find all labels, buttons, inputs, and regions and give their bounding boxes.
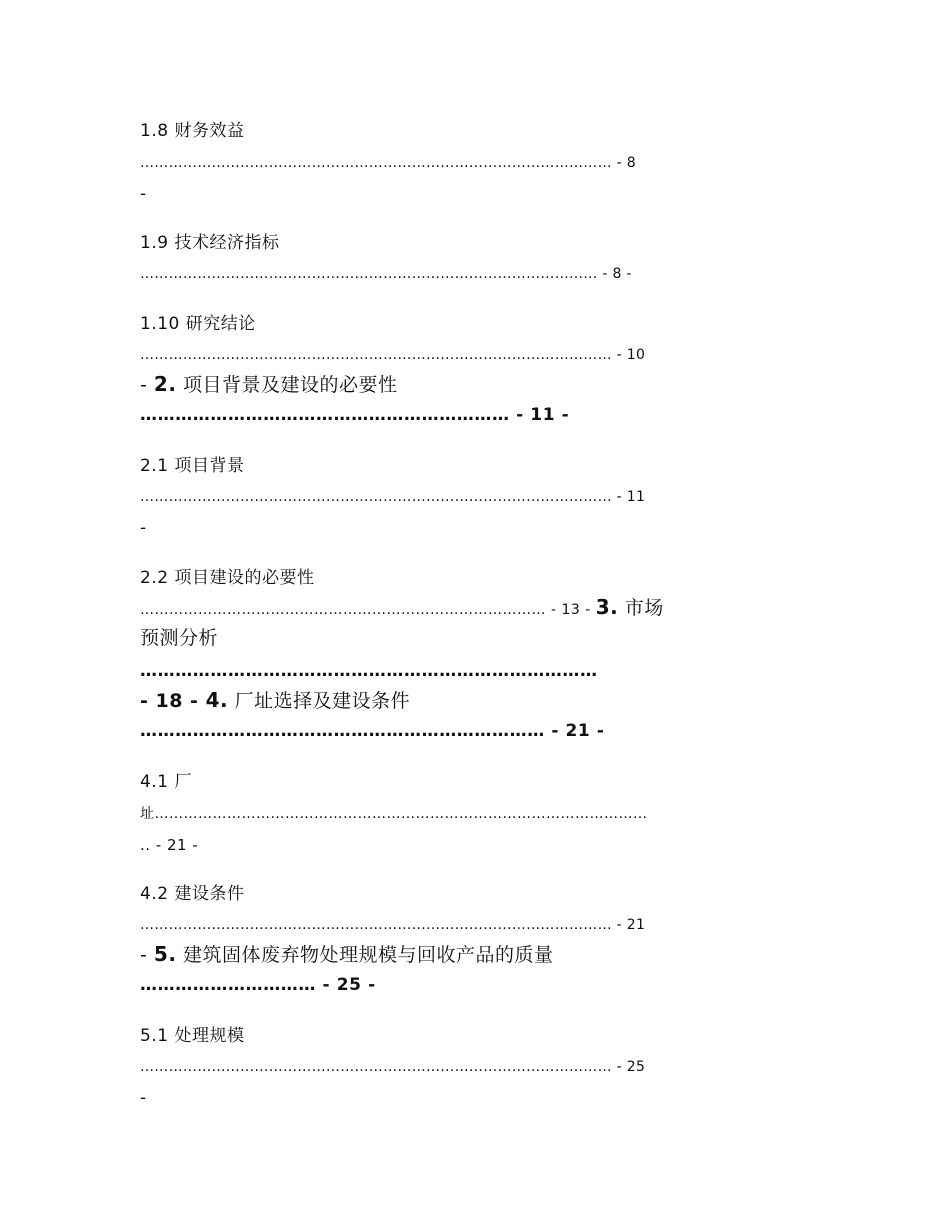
toc-leader-chapter-3: ……………………………………………………………………: [140, 661, 598, 681]
chapter-title: 项目背景及建设的必要性: [176, 374, 398, 396]
toc-leader-5-1: ……………………………………………………………………………………… - 25: [140, 1059, 646, 1075]
toc-leader-1-9: …………………………………………………………………………………… - 8 -: [140, 266, 632, 282]
toc-leader-2-1: ……………………………………………………………………………………… - 11: [140, 489, 646, 505]
toc-entry-title: 4.2 建设条件: [140, 884, 245, 904]
toc-entry-1-9[interactable]: [140, 232, 279, 254]
toc-leader-1-8: ……………………………………………………………………………………… - 8: [140, 155, 636, 171]
toc-entry-title: 5.1 处理规模: [140, 1026, 245, 1046]
chapter-number: 3.: [595, 595, 619, 619]
toc-leader-chapter-4: …………………………………………………………… - 21 -: [140, 721, 605, 741]
toc-page-suffix: -: [140, 518, 147, 538]
toc-page-4-1: .. - 21 -: [140, 836, 199, 854]
toc-entry-title: 1.9 技术经济指标: [140, 233, 280, 253]
toc-leader-4-2: ……………………………………………………………………………………… - 21: [140, 917, 646, 933]
toc-entry-4-2[interactable]: [140, 883, 244, 905]
chapter-number: 5.: [153, 942, 177, 966]
toc-entry-1-8[interactable]: [140, 120, 244, 142]
toc-entry-title: 1.8 财务效益: [140, 121, 245, 141]
toc-entry-title: 2.2 项目建设的必要性: [140, 568, 315, 588]
chapter-number: 4.: [205, 688, 229, 712]
chapter-number: 2.: [153, 372, 177, 396]
toc-entry-title: 2.1 项目背景: [140, 456, 245, 476]
chapter-title: 厂址选择及建设条件: [228, 690, 411, 712]
chapter-title: 市场: [618, 597, 664, 619]
toc-entry-title: 1.10 研究结论: [140, 314, 256, 334]
toc-chapter-2[interactable]: - 2. 项目背景及建设的必要性: [140, 372, 398, 396]
toc-entry-2-1[interactable]: [140, 455, 244, 477]
toc-entry-5-1[interactable]: [140, 1025, 244, 1047]
toc-entry-title: 4.1 厂: [140, 772, 192, 792]
toc-leader-4-1: 址…………………………………………………………………………………………: [140, 806, 648, 822]
toc-chapter-3-line[interactable]: ………………………………………………………………………… - 13 - 3. 市场: [140, 595, 664, 619]
toc-chapter-3-title-cont: 预测分析: [140, 627, 219, 649]
toc-entry-2-2[interactable]: [140, 567, 314, 589]
chapter-title: 建筑固体废弃物处理规模与回收产品的质量: [176, 944, 554, 966]
toc-leader-1-10: ……………………………………………………………………………………… - 10: [140, 347, 646, 363]
toc-entry-4-1[interactable]: [140, 771, 192, 793]
toc-entry-1-10[interactable]: [140, 313, 256, 335]
toc-page-suffix: -: [140, 184, 147, 204]
toc-chapter-4[interactable]: - 18 - 4. 厂址选择及建设条件: [140, 688, 411, 712]
toc-chapter-5[interactable]: - 5. 建筑固体废弃物处理规模与回收产品的质量: [140, 942, 554, 966]
toc-leader-chapter-5: ………………………… - 25 -: [140, 975, 376, 995]
toc-leader-chapter-2: ……………………………………………………… - 11 -: [140, 405, 570, 425]
toc-page-suffix: -: [140, 1088, 147, 1108]
